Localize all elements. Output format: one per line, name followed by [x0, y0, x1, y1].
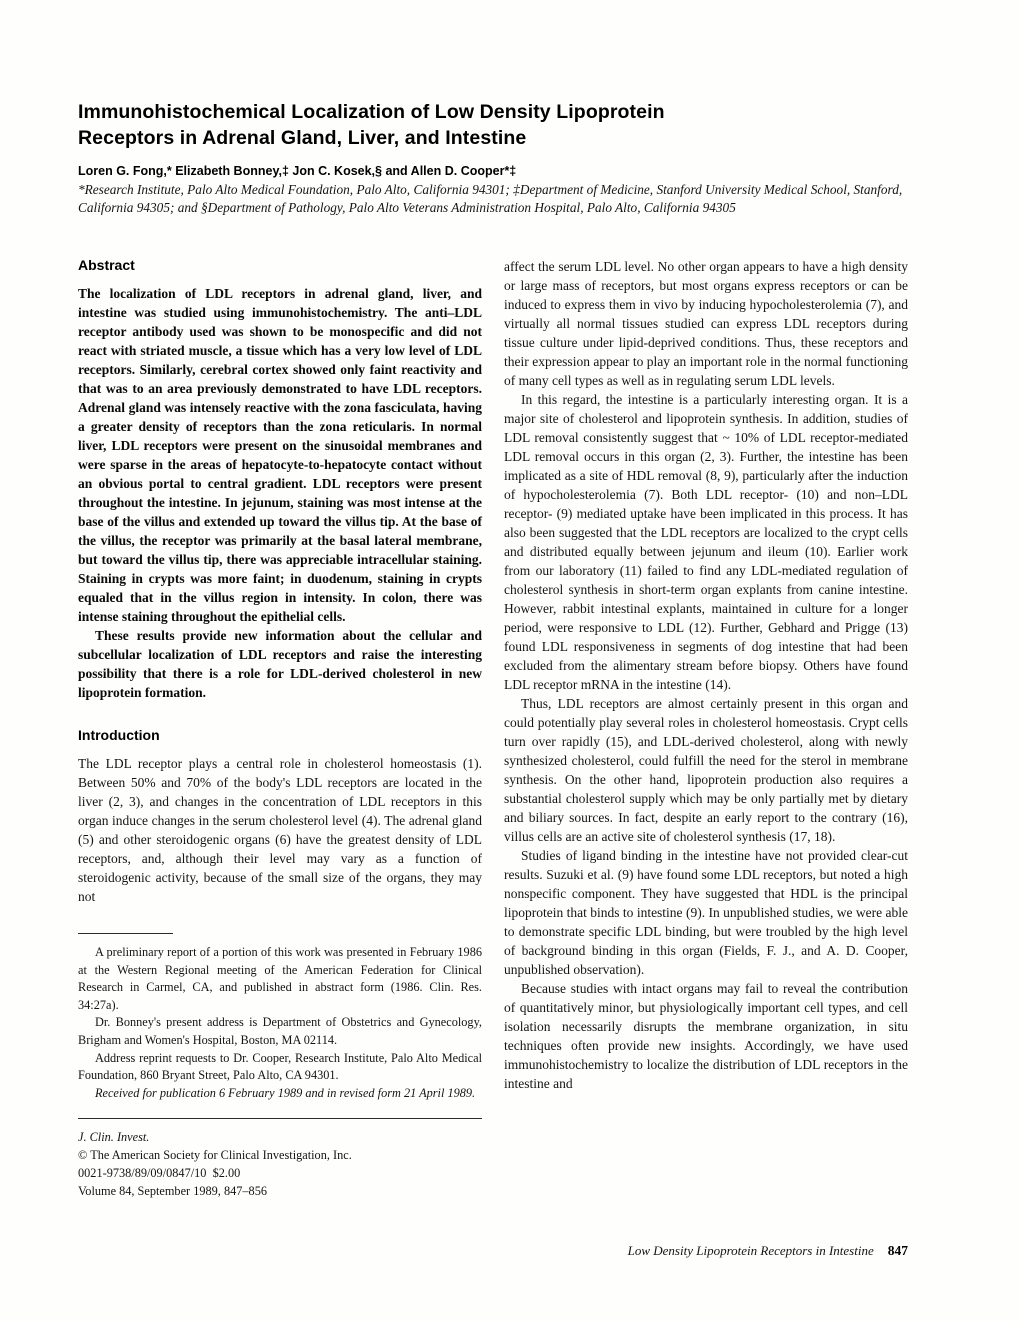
body-paragraph: Thus, LDL receptors are almost certainly present in this organ and could potentially play several roles in cholesterol homeostasis. Crypt cells turn over rapidly (15), and LDL-derived cholesterol, along with newly synthesized cholesterol, could fulfill the need for the sterol in membrane synthesis. On the other hand, lipoprotein production also requires a substantial cholesterol supply which may be only partially met by dietary and biliary sources. In fact, despite an early report to the contrary (16), villus cells are an active site of cholesterol synthesis (17, 18).	[504, 696, 908, 845]
introduction-heading: Introduction	[78, 727, 160, 744]
page-footer	[628, 1243, 908, 1259]
journal-volume: Volume 84, September 1989, 847–856	[78, 1184, 267, 1199]
left-column	[78, 257, 482, 1200]
footnote-paragraph: A preliminary report of a portion of this work was presented in February 1986 at the Western Regional meeting of the American Federation for Clinical Research in Carmel, CA, and published in abstract form (1986. Clin. Res. 34:27a).	[78, 945, 482, 1012]
article-affiliations: *Research Institute, Palo Alto Medical Foundation, Palo Alto, California 94301; ‡Department of Medicine, Stanford University Medical School, Stanford, California 94305; and §Department of Pathology, Palo Alto Veterans Administration Hospital, Palo Alto, California 94305	[78, 182, 903, 216]
journal-issn-price: 0021-9738/89/09/0847/10 $2.00	[78, 1166, 241, 1181]
article-authors: Loren G. Fong,* Elizabeth Bonney,‡ Jon C. Kosek,§ and Allen D. Cooper*‡	[78, 164, 517, 179]
abstract-paragraph: These results provide new information about the cellular and subcellular localization of LDL receptors and raise the interesting possibility that there is a role for LDL-derived cholesterol in new lipoprotein formation.	[78, 628, 482, 701]
journal-copyright: © The American Society for Clinical Investigation, Inc.	[78, 1148, 352, 1163]
introduction-paragraph: The LDL receptor plays a central role in cholesterol homeostasis (1). Between 50% and 70% of the body's LDL receptors are located in the liver (2, 3), and changes in the concentration of LDL receptors in this organ induce changes in the serum cholesterol level (4). The adrenal gland (5) and other steroidogenic organs (6) have the greatest density of LDL receptors, and, although their level may vary as a function of steroidogenic activity, because of the small size of the organs, they may not	[78, 756, 482, 905]
body-paragraph: Because studies with intact organs may fail to reveal the contribution of quantitatively minor, but physiologically important cell types, and cell isolation necessarily disrupts the membrane organization, in situ techniques often provide new insights. Accordingly, we have used immunohistochemistry to localize the distribution of LDL receptors in the intestine and	[504, 981, 908, 1092]
article-header	[78, 100, 908, 217]
abstract-paragraph: The localization of LDL receptors in adrenal gland, liver, and intestine was studied using immunohistochemistry. The anti–LDL receptor antibody used was shown to be monospecific and did not react with striated muscle, a tissue which has a very low level of LDL receptors. Similarly, cerebral cortex showed only faint reactivity and that was to an area previously demonstrated to have LDL receptors. Adrenal gland was intensely reactive with the zona fasciculata, having a greater density of receptors than the zona reticularis. In normal liver, LDL receptors were present on the sinusoidal membranes and were sparse in the areas of hepatocyte-to-hepatocyte contact without an obvious portal to central gradient. LDL receptors were present throughout the intestine. In jejunum, staining was most intense at the base of the villus and extended up toward the villus tip. At the base of the villus, the receptor was primarily at the basal lateral membrane, but toward the villus tip, there was appreciable intracellular staining. Staining in crypts was more faint; in duodenum, staining in crypts equaled that in the villus region in intensity. In colon, there was intense staining throughout the epithelial cells.	[78, 286, 482, 625]
footnote-divider	[78, 933, 173, 934]
body-paragraph: affect the serum LDL level. No other organ appears to have a high density or large mass of receptors, but most organs express receptors or can be induced to express them in vivo by inducing hypocholesterolemia (7), and virtually all normal tissues studied can express LDL receptors during tissue culture under lipid-deprived conditions. Thus, these receptors and their expression appear to play an important role in the normal functioning of many cell types as well as in regulating serum LDL levels.	[504, 259, 908, 389]
right-column	[504, 257, 908, 1200]
footnote-paragraph: Dr. Bonney's present address is Department of Obstetrics and Gynecology, Brigham and Women's Hospital, Boston, MA 02114.	[78, 1015, 482, 1048]
footnote-paragraph: Address reprint requests to Dr. Cooper, Research Institute, Palo Alto Medical Foundation, 860 Bryant Street, Palo Alto, CA 94301.	[78, 1050, 482, 1083]
journal-name: J. Clin. Invest.	[78, 1130, 150, 1145]
body-paragraph: In this regard, the intestine is a particularly interesting organ. It is a major site of cholesterol and lipoprotein synthesis. In addition, studies of LDL removal consistently suggest that ~ 10% of LDL receptor-mediated LDL removal occurs in this organ (2, 3). Further, the intestine has been implicated as a site of HDL removal (8, 9), particularly after the induction of hypocholesterolemia (7). Both LDL receptor- (10) and non–LDL receptor- (9) mediated uptake have been implicated in this process. It has also been suggested that the LDL receptors are localized to the crypt cells and distributed equally between jejunum and ileum (10). Earlier work from our laboratory (11) failed to find any LDL-mediated regulation of cholesterol synthesis in short-term organ explants from canine intestine. However, rabbit intestinal explants, maintained in culture for a longer period, were responsive to LDL (12). Further, Gebhard and Prigge (13) found LDL responsiveness in segments of dog intestine that had been excluded from the alimentary stream before biopsy. Others have found LDL receptor mRNA in the intestine (14).	[504, 392, 908, 693]
body-paragraph: Studies of ligand binding in the intestine have not provided clear-cut results. Suzuki et al. (9) have found some LDL receptors, but noted a high nonspecific component. They have suggested that HDL is the principal lipoprotein that binds to intestine (9). In unpublished studies, we were able to demonstrate specific LDL binding, but were troubled by the high level of background binding in this organ (Fields, F. J., and A. D. Cooper, unpublished observation).	[504, 848, 908, 978]
page-number: 847	[887, 1243, 908, 1258]
article-title: Immunohistochemical Localization of Low Density Lipoprotein Receptors in Adrenal Gland, Liver, and Intestine	[78, 101, 665, 149]
two-column-body	[78, 257, 908, 1200]
running-title: Low Density Lipoprotein Receptors in Intestine	[627, 1243, 874, 1258]
abstract-heading: Abstract	[78, 257, 135, 274]
journal-divider	[78, 1118, 482, 1119]
footnote-received: Received for publication 6 February 1989 and in revised form 21 April 1989.	[95, 1085, 476, 1100]
